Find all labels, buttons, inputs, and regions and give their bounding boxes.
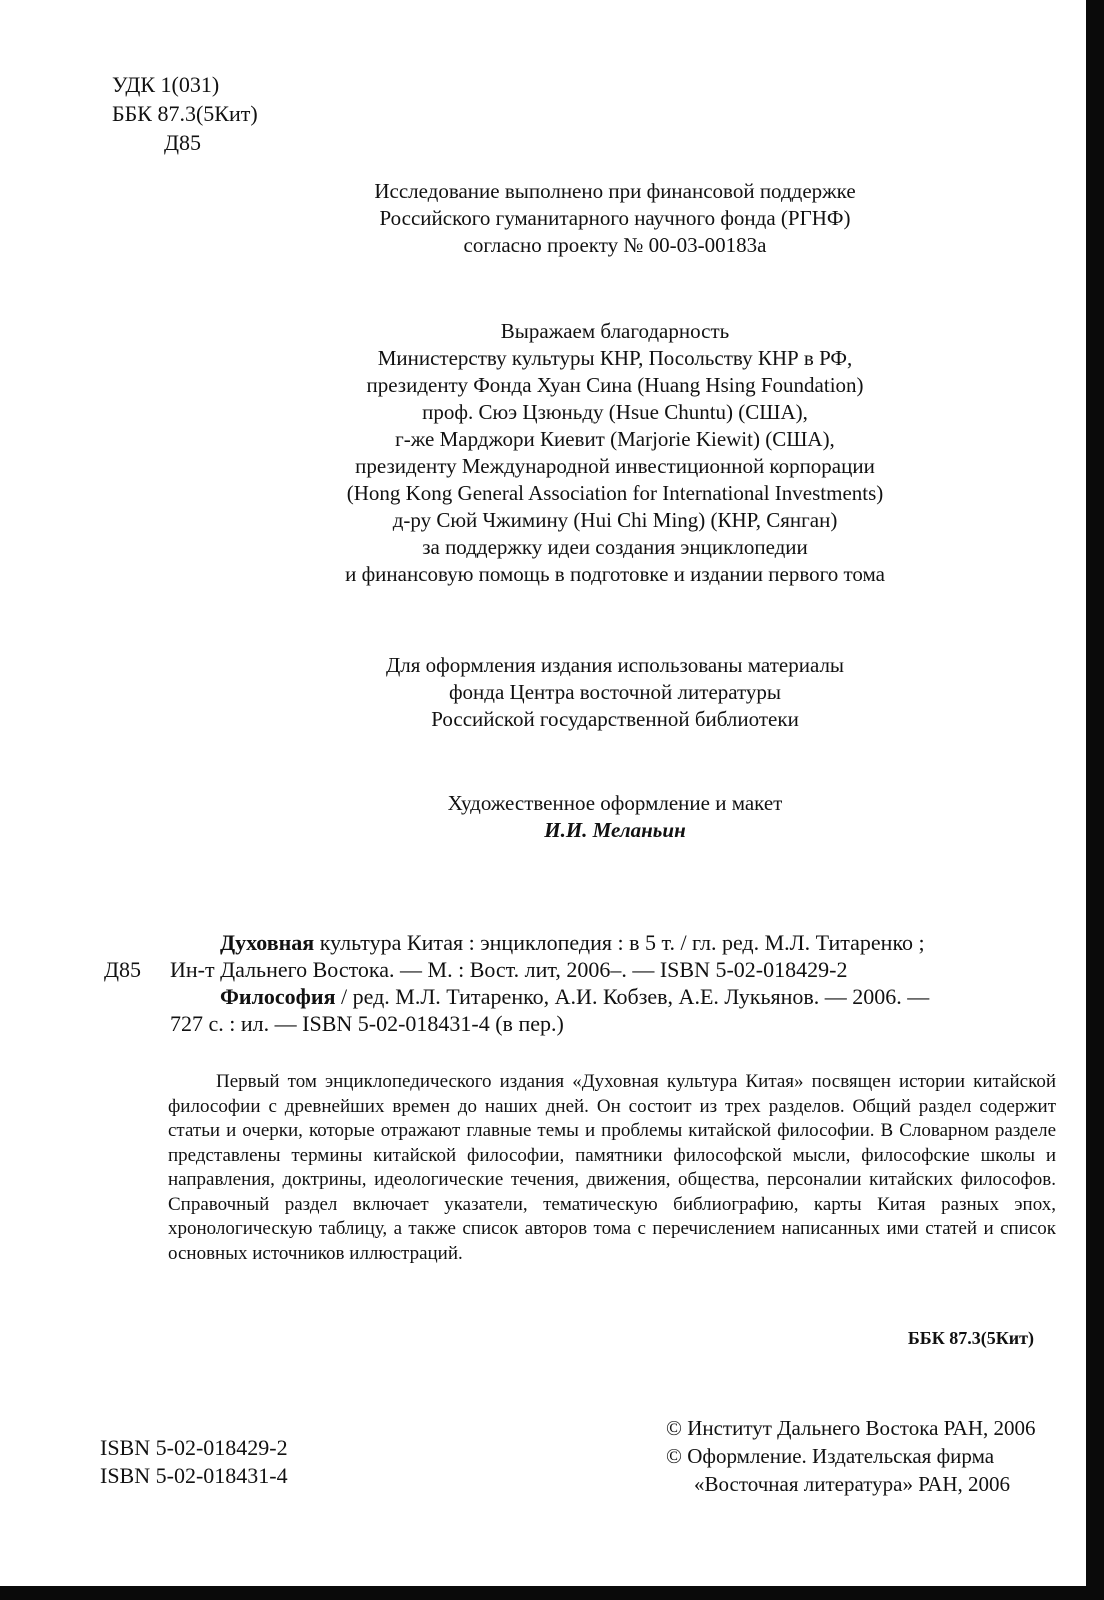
isbn-series: ISBN 5-02-018429-2: [100, 1435, 288, 1460]
copyright-line: © Институт Дальнего Востока РАН, 2006: [666, 1416, 1036, 1440]
text-line: Российской государственной библиотеки: [431, 707, 799, 731]
scan-edge-right: [1086, 0, 1104, 1600]
biblio-line-4: [104, 1010, 1059, 1037]
bibliographic-record: [104, 929, 1059, 1037]
scan-edge-bottom: [0, 1586, 1104, 1600]
materials-note: [160, 652, 1070, 733]
udk-code: УДК 1(031): [112, 72, 220, 97]
bbk-code: ББК 87.3(5Кит): [112, 101, 258, 126]
title-word: Духовная: [220, 930, 315, 955]
biblio-author-mark: Д85: [104, 957, 142, 982]
classification-block: [112, 70, 258, 157]
biblio-line-1: [104, 929, 1059, 956]
isbn-block: [100, 1434, 288, 1490]
pages-isbn: 727 с. : ил. — ISBN 5-02-018431-4 (в пер.): [170, 1011, 564, 1036]
copyright-line: © Оформление. Издательская фирма: [666, 1444, 995, 1468]
text-line: согласно проекту № 00-03-00183а: [463, 233, 767, 257]
annotation: [168, 1070, 1056, 1266]
text-line: Российского гуманитарного научного фонда (РГНФ): [379, 206, 851, 230]
author-mark: Д85: [164, 130, 202, 155]
text-line: и финансовую помощь в подготовке и издании первого тома: [345, 562, 885, 586]
volume-rest: / ред. М.Л. Титаренко, А.И. Кобзев, А.Е. Лукьянов. — 2006. —: [335, 984, 930, 1009]
copyright-block: [666, 1414, 1036, 1498]
title-rest: культура Китая : энциклопедия : в 5 т. / гл. ред. М.Л. Титаренко ;: [314, 930, 925, 955]
text-line: президенту Международной инвестиционной корпорации: [355, 454, 875, 478]
design-label: Художественное оформление и макет: [447, 791, 783, 815]
text-line: за поддержку идеи создания энциклопедии: [422, 535, 808, 559]
research-funding-note: [160, 178, 1070, 259]
acknowledgements: [160, 318, 1070, 588]
annotation-text: Первый том энциклопедического издания «Духовная культура Китая» посвящен истории китайской философии с древнейших времен до наших дней. Он состоит из трех разделов. Общий раздел содержит статьи и очерки, которые отражают главные темы и проблемы китайской философии. В Словарном разделе представлены термины китайской философии, памятники философской мысли, философские школы и направления, доктрины, идеологические течения, движения, общества, персоналии китайских философов. Справочный раздел включает указатели, тематическую библиографию, карты Китая разных эпох, хронологическую таблицу, а также список авторов тома с перечислением написанных ими статей и список основных источников иллюстраций.: [168, 1071, 1056, 1264]
text-line: Для оформления издания использованы материалы: [385, 653, 845, 677]
text-line: фонда Центра восточной литературы: [448, 680, 782, 704]
text-line: (Hong Kong General Association for International Investments): [346, 481, 884, 505]
biblio-line-2: [104, 956, 1059, 983]
copyright-line: «Восточная литература» РАН, 2006: [694, 1472, 1011, 1496]
text-line: президенту Фонда Хуан Сина (Huang Hsing Foundation): [366, 373, 864, 397]
designer-name: И.И. Меланьин: [544, 818, 686, 842]
text-line: г-же Марджори Киевит (Marjorie Kiewit) (США),: [395, 427, 835, 451]
text-line: Выражаем благодарность: [500, 319, 730, 343]
text-line: Исследование выполнено при финансовой поддержке: [374, 179, 856, 203]
isbn-volume: ISBN 5-02-018431-4: [100, 1463, 288, 1488]
text-line: Министерству культуры КНР, Посольству КНР в РФ,: [377, 346, 853, 370]
design-credit: [160, 790, 1070, 844]
text-line: д-ру Сюй Чжимину (Hui Chi Ming) (КНР, Сянган): [392, 508, 838, 532]
publisher-text: Ин-т Дальнего Востока. — М. : Вост. лит, 2006–. — ISBN 5-02-018429-2: [170, 957, 848, 982]
text-line: проф. Сюэ Цзюньду (Hsue Chuntu) (США),: [422, 400, 808, 424]
bbk-code-bottom: ББК 87.3(5Кит): [907, 1328, 1034, 1348]
volume-title: Философия: [220, 984, 336, 1009]
biblio-line-3: [104, 983, 1059, 1010]
